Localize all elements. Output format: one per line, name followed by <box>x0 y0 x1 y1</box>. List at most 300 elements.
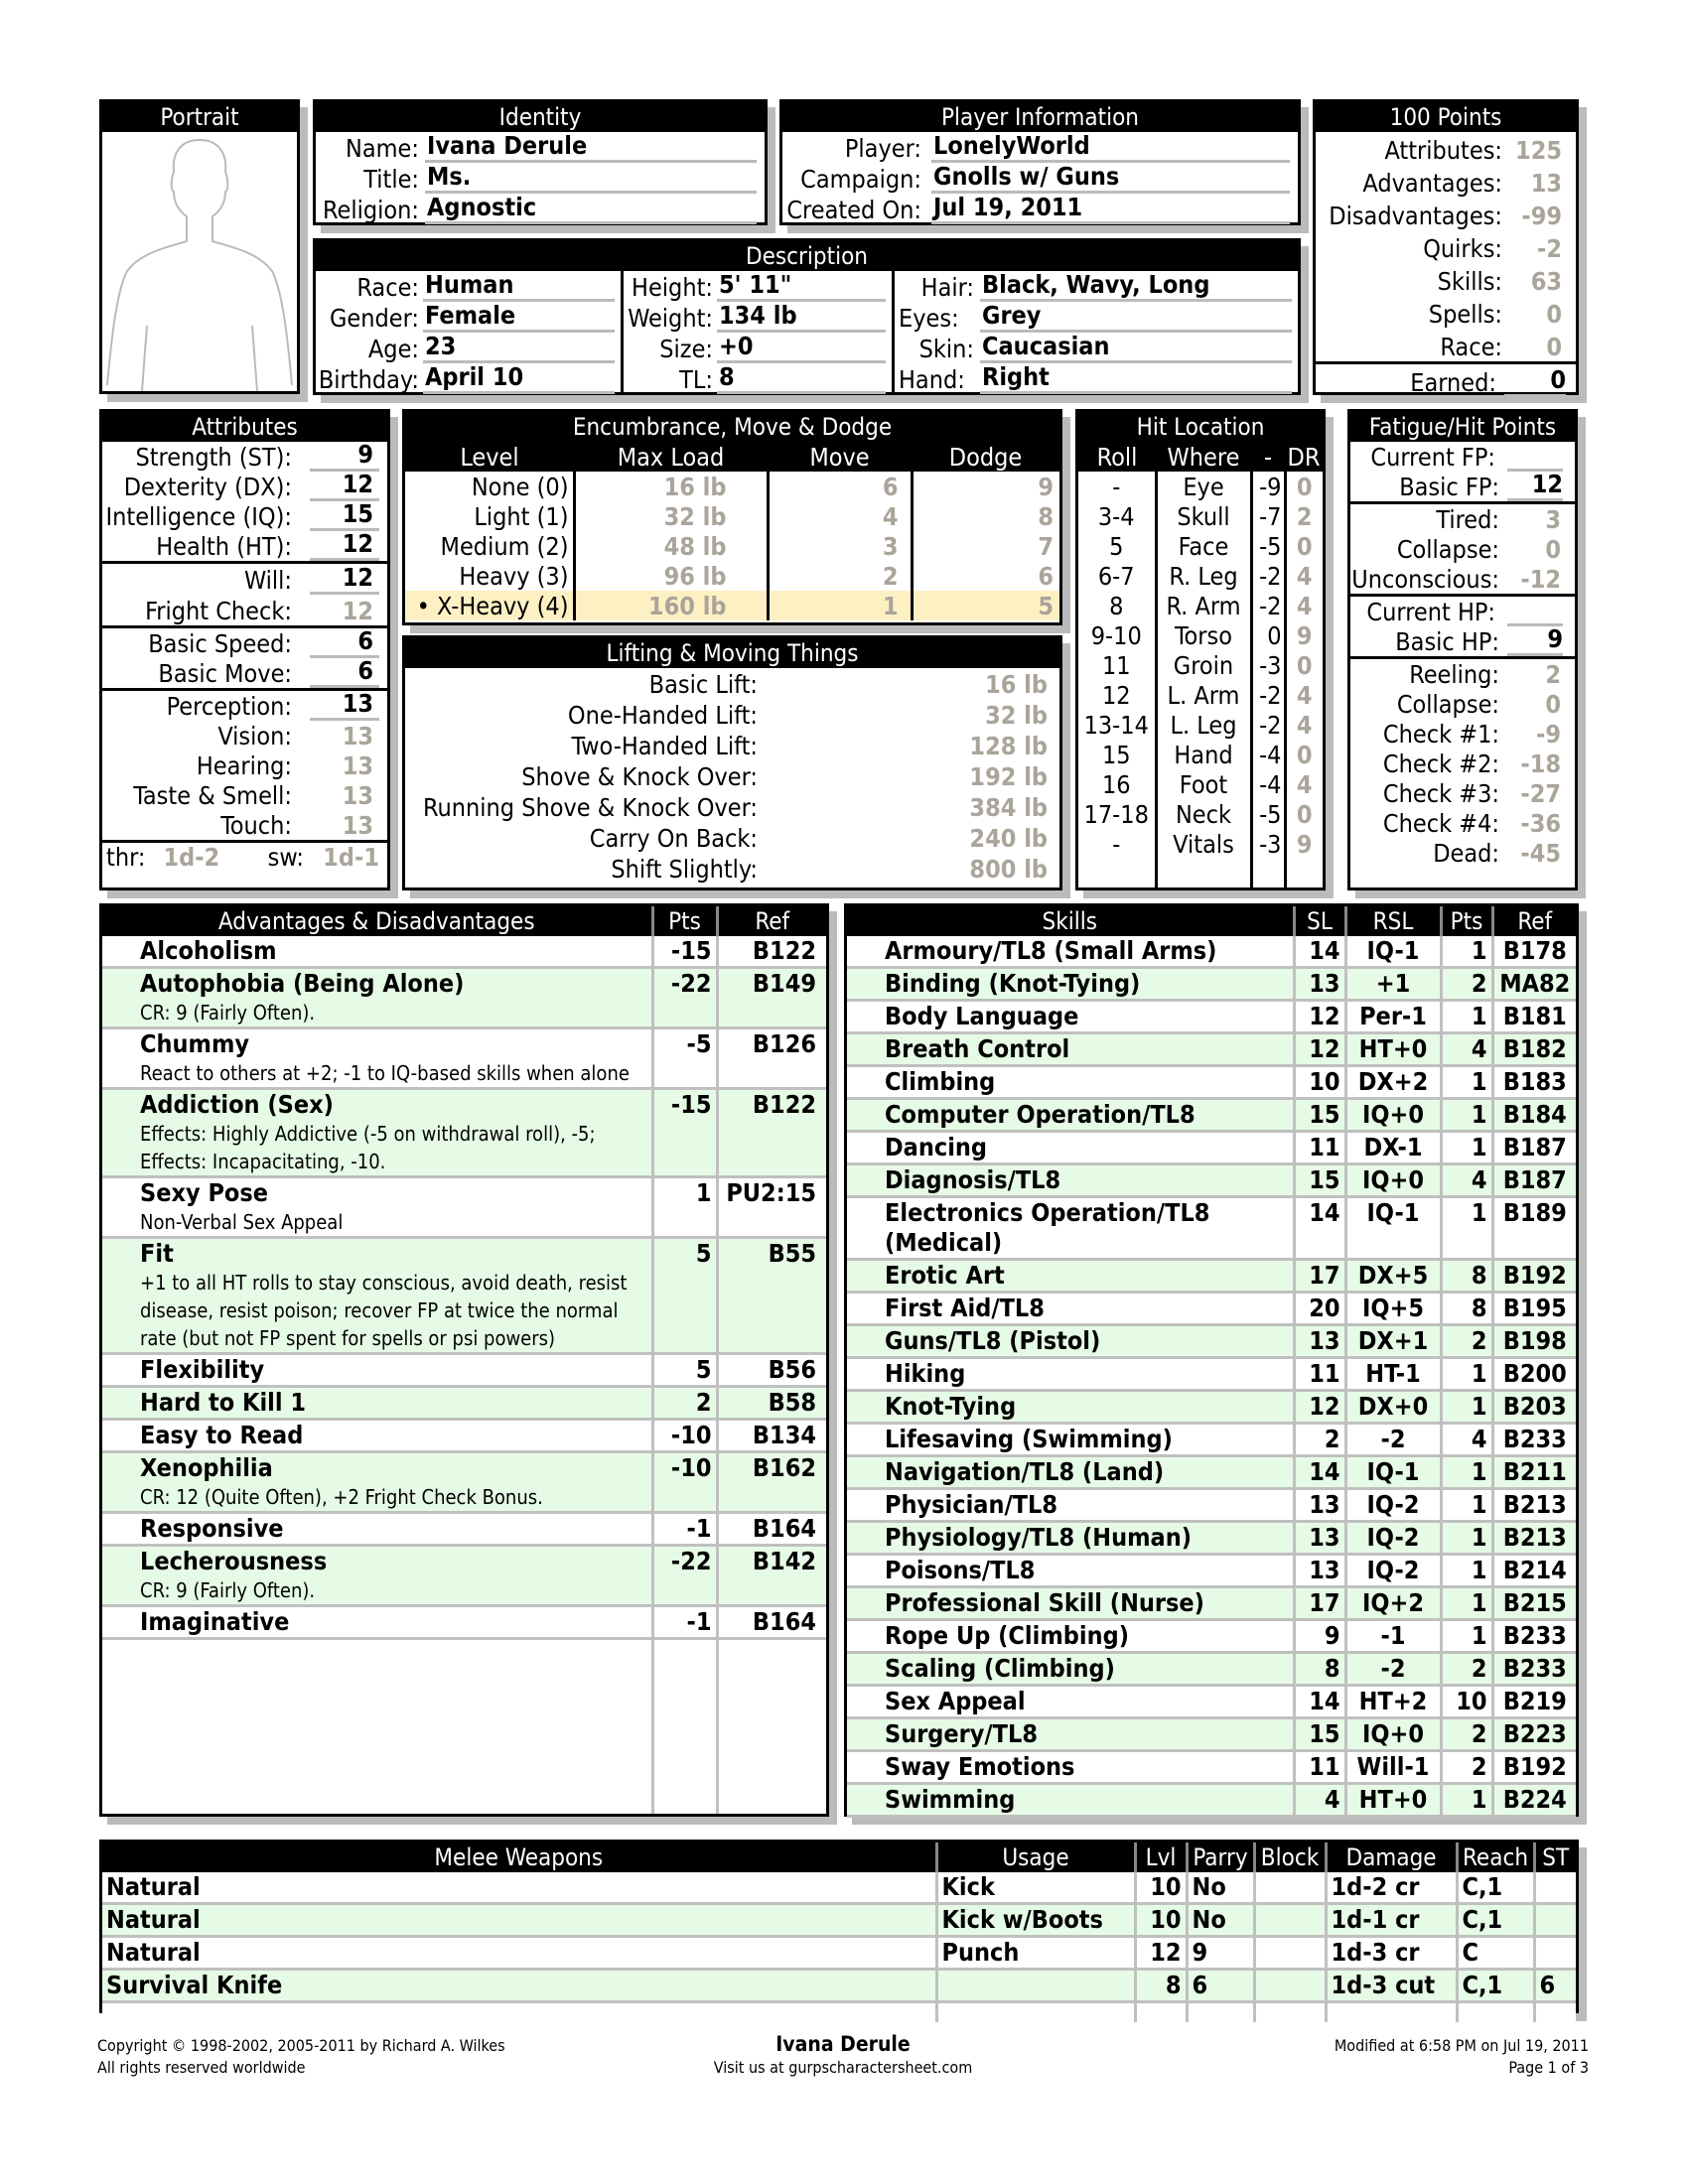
hand-field[interactable]: Right <box>980 363 1292 394</box>
vision-label: Vision: <box>217 722 292 751</box>
skill-name: Sex Appeal <box>847 1686 1294 1718</box>
weapon-block <box>1254 1904 1326 1937</box>
advantage-name-cell <box>102 936 652 968</box>
hit-where: Torso <box>1156 620 1251 650</box>
weapon-damage: 1d-2 cr <box>1326 1872 1457 1904</box>
hit-where: Vitals <box>1156 829 1251 859</box>
skill-name: Sway Emotions <box>847 1751 1294 1784</box>
points-skills-value: 63 <box>1530 267 1562 296</box>
hit-location-filler <box>1078 859 1323 887</box>
melee-weapon-row[interactable] <box>102 1970 1576 2002</box>
lifting-value: 192 lb <box>969 762 1048 791</box>
skill-relative-level: IQ-2 <box>1345 1489 1441 1522</box>
portrait-silhouette-icon[interactable] <box>102 132 297 391</box>
perception-field[interactable]: 13 <box>310 690 379 721</box>
skill-name: Binding (Knot-Tying) <box>847 968 1294 1001</box>
advantages-panel <box>99 903 829 1817</box>
name-field[interactable]: Ivana Derule <box>425 132 757 163</box>
hp-threshold-label: Reeling: <box>1409 660 1499 689</box>
hit-roll: - <box>1078 829 1156 859</box>
enc-move: 1 <box>768 591 912 620</box>
lifting-row <box>405 791 1048 822</box>
skill-level: 10 <box>1294 1066 1345 1099</box>
description-header: Description <box>316 241 1298 271</box>
skill-row[interactable] <box>847 1555 1576 1587</box>
advantage-ref: B126 <box>717 1028 826 1089</box>
hit-col-dr: DR <box>1287 442 1321 472</box>
skill-level: 12 <box>1294 1001 1345 1033</box>
enc-max-load: 160 lb <box>574 591 768 620</box>
skill-level: 13 <box>1294 968 1345 1001</box>
hit-penalty: 0 <box>1251 620 1285 650</box>
skill-relative-level: IQ-2 <box>1345 1522 1441 1555</box>
skill-row[interactable] <box>847 1066 1576 1099</box>
intelligence-label: Intelligence (IQ): <box>105 502 292 531</box>
skill-name: Navigation/TL8 (Land) <box>847 1456 1294 1489</box>
advantage-row[interactable] <box>102 1354 826 1387</box>
skill-name: Lifesaving (Swimming) <box>847 1424 1294 1456</box>
hit-penalty: -5 <box>1251 531 1285 561</box>
basic-fp-field[interactable]: 12 <box>1507 471 1563 501</box>
lifting-value: 240 lb <box>969 824 1048 853</box>
health-field[interactable]: 12 <box>310 530 379 561</box>
advantage-name: Alcoholism <box>140 936 277 965</box>
weapon-st <box>1534 1872 1576 1904</box>
advantage-row[interactable] <box>102 1420 826 1452</box>
hit-where: Eye <box>1156 472 1251 501</box>
advantage-ref: B142 <box>717 1546 826 1606</box>
skill-level: 15 <box>1294 1718 1345 1751</box>
gender-field[interactable]: Female <box>423 302 615 333</box>
weapon-name: Natural <box>102 1904 936 1937</box>
hit-dr: 9 <box>1296 620 1313 650</box>
lifting-row <box>405 668 1048 699</box>
skill-row[interactable] <box>847 1456 1576 1489</box>
touch-value: 13 <box>342 811 373 840</box>
skill-points: 1 <box>1441 1522 1492 1555</box>
player-label: Player: <box>844 134 921 163</box>
hit-dr: 9 <box>1296 829 1313 859</box>
advantage-ref: B58 <box>717 1387 826 1420</box>
intelligence-field[interactable]: 15 <box>310 500 379 531</box>
hair-field[interactable]: Black, Wavy, Long <box>980 271 1292 302</box>
weapon-level: 10 <box>1135 1872 1187 1904</box>
melee-weapon-row[interactable] <box>102 1937 1576 1970</box>
skill-ref: B213 <box>1492 1489 1576 1522</box>
lifting-header: Lifting & Moving Things <box>405 638 1059 668</box>
adv-col-pts: Pts <box>652 906 717 936</box>
skill-name: Dancing <box>847 1132 1294 1164</box>
hp-threshold-label: Check #2: <box>1382 750 1499 778</box>
hp-threshold-label: Check #4: <box>1382 809 1499 838</box>
skill-row[interactable] <box>847 1522 1576 1555</box>
advantage-points: -10 <box>652 1452 717 1513</box>
fp-threshold <box>1350 534 1561 564</box>
footer-website-link[interactable]: Visit us at gurpscharactersheet.com <box>713 2058 973 2077</box>
skill-points: 1 <box>1441 936 1492 968</box>
hit-location-row <box>1078 472 1323 501</box>
hit-dr: 0 <box>1296 799 1313 829</box>
advantage-name: Chummy <box>140 1029 250 1058</box>
skill-points: 1 <box>1441 1456 1492 1489</box>
advantage-name: Imaginative <box>140 1607 290 1636</box>
will-label: Will: <box>243 566 292 595</box>
advantage-name-cell <box>102 968 652 1028</box>
skill-relative-level: IQ+0 <box>1345 1164 1441 1197</box>
weapon-damage: 1d-3 cr <box>1326 1937 1457 1970</box>
hit-location-panel <box>1075 409 1326 890</box>
advantage-name-cell <box>102 1387 652 1420</box>
gender-label: Gender: <box>329 304 419 333</box>
hp-threshold-value: -36 <box>1520 809 1561 838</box>
skill-points: 1 <box>1441 1555 1492 1587</box>
weapon-level: 10 <box>1135 1904 1187 1937</box>
encumbrance-panel <box>402 409 1062 625</box>
basic-move-field[interactable]: 6 <box>310 657 379 688</box>
basic-fp-label: Basic FP: <box>1399 473 1499 501</box>
hit-roll: 13-14 <box>1078 710 1156 740</box>
identity-header: Identity <box>316 102 765 132</box>
dexterity-field[interactable]: 12 <box>310 471 379 501</box>
advantage-name-cell <box>102 1420 652 1452</box>
skill-row[interactable] <box>847 1784 1576 1817</box>
title-field[interactable]: Ms. <box>425 163 757 194</box>
skill-row[interactable] <box>847 1293 1576 1325</box>
skill-relative-level: Will-1 <box>1345 1751 1441 1784</box>
skill-ref: B198 <box>1492 1325 1576 1358</box>
skill-points: 1 <box>1441 1391 1492 1424</box>
will-field[interactable]: 12 <box>310 564 379 595</box>
points-advantages-label: Advantages: <box>1362 169 1502 198</box>
hit-penalty: -2 <box>1251 680 1285 710</box>
skill-ref: B187 <box>1492 1164 1576 1197</box>
advantage-ref: B134 <box>717 1420 826 1452</box>
fp-threshold-label: Collapse: <box>1396 535 1499 564</box>
current-hp-field[interactable] <box>1507 599 1563 626</box>
skill-points: 2 <box>1441 1325 1492 1358</box>
lifting-label: Shift Slightly: <box>611 855 758 884</box>
portrait-panel <box>99 99 300 394</box>
points-quirks-label: Quirks: <box>1423 234 1502 263</box>
weight-field[interactable]: 134 lb <box>717 302 886 333</box>
advantage-name: Hard to Kill 1 <box>140 1388 307 1417</box>
skill-points: 1 <box>1441 1066 1492 1099</box>
hit-penalty: -7 <box>1251 501 1285 531</box>
religion-field[interactable]: Agnostic <box>425 194 757 224</box>
hit-roll: 5 <box>1078 531 1156 561</box>
skill-row[interactable] <box>847 1653 1576 1686</box>
skill-level: 14 <box>1294 1456 1345 1489</box>
skill-relative-level: DX+2 <box>1345 1066 1441 1099</box>
hit-roll: 3-4 <box>1078 501 1156 531</box>
hit-roll: 11 <box>1078 650 1156 680</box>
hit-where: R. Arm <box>1156 591 1251 620</box>
race-field[interactable]: Human <box>423 271 615 302</box>
perception-label: Perception: <box>166 692 292 721</box>
skill-points: 1 <box>1441 1489 1492 1522</box>
advantage-row[interactable] <box>102 1606 826 1639</box>
skill-name: Swimming <box>847 1784 1294 1817</box>
fp-threshold <box>1350 504 1561 534</box>
skill-points: 4 <box>1441 1164 1492 1197</box>
skill-row[interactable] <box>847 1587 1576 1620</box>
eyes-field[interactable]: Grey <box>980 302 1292 333</box>
size-field[interactable]: +0 <box>717 333 886 363</box>
encumbrance-row <box>405 561 1059 591</box>
fp-threshold-label: Tired: <box>1436 505 1499 534</box>
skill-level: 4 <box>1294 1784 1345 1817</box>
weapon-name: Natural <box>102 1937 936 1970</box>
lifting-row <box>405 853 1048 884</box>
advantage-row[interactable] <box>102 1177 826 1238</box>
advantage-ref: B122 <box>717 936 826 968</box>
created-on-field[interactable]: Jul 19, 2011 <box>931 194 1290 224</box>
hit-dr: 4 <box>1296 710 1313 740</box>
hit-col-where: Where <box>1167 442 1240 472</box>
skill-relative-level: HT-1 <box>1345 1358 1441 1391</box>
skill-name: Body Language <box>847 1001 1294 1033</box>
skill-relative-level: DX-1 <box>1345 1132 1441 1164</box>
skill-row[interactable] <box>847 1424 1576 1456</box>
weapon-damage: 1d-3 cut <box>1326 1970 1457 2002</box>
footer-copyright: Copyright © 1998-2002, 2005-2011 by Richard A. Wilkes <box>97 2036 505 2055</box>
basic-hp-field[interactable]: 9 <box>1507 625 1563 656</box>
advantage-note: Non-Verbal Sex Appeal <box>140 1210 344 1234</box>
weapon-parry: No <box>1187 1872 1254 1904</box>
advantage-name: Lecherousness <box>140 1547 328 1575</box>
weapon-st: 6 <box>1534 1970 1576 2002</box>
skill-row[interactable] <box>847 1686 1576 1718</box>
advantage-points: 5 <box>652 1238 717 1354</box>
enc-dodge: 9 <box>1038 472 1054 501</box>
lifting-row <box>405 822 1048 853</box>
skill-row[interactable] <box>847 1099 1576 1132</box>
lifting-label: One-Handed Lift: <box>567 701 758 730</box>
skill-name: Professional Skill (Nurse) <box>847 1587 1294 1620</box>
enc-move: 4 <box>768 501 912 531</box>
skill-points: 8 <box>1441 1293 1492 1325</box>
skill-name: Armoury/TL8 (Small Arms) <box>847 936 1294 968</box>
skill-level: 20 <box>1294 1293 1345 1325</box>
advantage-points: -15 <box>652 936 717 968</box>
touch-label: Touch: <box>220 811 292 840</box>
skill-row[interactable] <box>847 1164 1576 1197</box>
lifting-value: 384 lb <box>969 793 1048 822</box>
hit-location-row <box>1078 501 1323 531</box>
advantage-name-cell <box>102 1606 652 1639</box>
points-header: 100 Points <box>1316 102 1576 132</box>
weapon-name: Survival Knife <box>102 1970 936 2002</box>
advantage-row[interactable] <box>102 1028 826 1089</box>
skill-row[interactable] <box>847 1033 1576 1066</box>
height-label: Height: <box>632 273 713 302</box>
hit-location-row <box>1078 561 1323 591</box>
skill-ref: B189 <box>1492 1197 1576 1260</box>
skill-row[interactable] <box>847 968 1576 1001</box>
advantage-ref: B164 <box>717 1606 826 1639</box>
attributes-panel <box>99 409 390 890</box>
skill-level: 2 <box>1294 1424 1345 1456</box>
height-field[interactable]: 5' 11" <box>717 271 886 302</box>
tl-field[interactable]: 8 <box>717 363 886 394</box>
hit-location-row <box>1078 680 1323 710</box>
campaign-label: Campaign: <box>800 165 921 194</box>
skill-row[interactable] <box>847 1620 1576 1653</box>
advantage-points: -22 <box>652 1546 717 1606</box>
age-field[interactable]: 23 <box>423 333 615 363</box>
skill-row[interactable] <box>847 1325 1576 1358</box>
skill-row[interactable] <box>847 1197 1576 1260</box>
skill-relative-level: IQ-1 <box>1345 1197 1441 1260</box>
skill-row[interactable] <box>847 1718 1576 1751</box>
skill-level: 15 <box>1294 1099 1345 1132</box>
hit-roll: 9-10 <box>1078 620 1156 650</box>
encumbrance-header: Encumbrance, Move & Dodge <box>405 412 1059 442</box>
strength-field[interactable]: 9 <box>310 441 379 472</box>
advantage-ref: B164 <box>717 1513 826 1546</box>
size-label: Size: <box>659 335 713 363</box>
hit-location-row <box>1078 591 1323 620</box>
skill-name: Scaling (Climbing) <box>847 1653 1294 1686</box>
skill-col-ref: Ref <box>1492 906 1576 936</box>
hit-where: R. Leg <box>1156 561 1251 591</box>
skill-points: 10 <box>1441 1686 1492 1718</box>
advantage-points: -22 <box>652 968 717 1028</box>
hp-threshold <box>1350 719 1561 749</box>
skill-ref: B214 <box>1492 1555 1576 1587</box>
strength-label: Strength (ST): <box>135 443 292 472</box>
hit-penalty: -2 <box>1251 561 1285 591</box>
current-fp-field[interactable] <box>1507 444 1563 472</box>
birthday-label: Birthday: <box>318 365 419 394</box>
skill-row[interactable] <box>847 936 1576 968</box>
weapon-name: Natural <box>102 1872 936 1904</box>
hit-penalty: -4 <box>1251 769 1285 799</box>
melee-col-usage: Usage <box>936 1843 1135 1872</box>
skill-points: 1 <box>1441 1001 1492 1033</box>
basic-speed-field[interactable]: 6 <box>310 627 379 658</box>
skill-row[interactable] <box>847 1358 1576 1391</box>
advantage-row[interactable] <box>102 1546 826 1606</box>
taste-smell-label: Taste & Smell: <box>133 781 292 810</box>
hit-penalty: -5 <box>1251 799 1285 829</box>
skill-relative-level: IQ+0 <box>1345 1718 1441 1751</box>
skill-row[interactable] <box>847 1489 1576 1522</box>
skill-name: First Aid/TL8 <box>847 1293 1294 1325</box>
skin-field[interactable]: Caucasian <box>980 333 1292 363</box>
skill-points: 1 <box>1441 1099 1492 1132</box>
advantage-row[interactable] <box>102 1513 826 1546</box>
advantage-name-cell <box>102 1452 652 1513</box>
campaign-field[interactable]: Gnolls w/ Guns <box>931 163 1290 194</box>
skill-ref: B178 <box>1492 936 1576 968</box>
advantage-points: 2 <box>652 1387 717 1420</box>
lifting-row <box>405 730 1048 760</box>
advantage-row[interactable] <box>102 1452 826 1513</box>
player-field[interactable]: LonelyWorld <box>931 132 1290 163</box>
skill-row[interactable] <box>847 1132 1576 1164</box>
hit-roll: 12 <box>1078 680 1156 710</box>
skill-points: 4 <box>1441 1033 1492 1066</box>
basic-hp-label: Basic HP: <box>1395 627 1499 656</box>
advantage-row[interactable] <box>102 968 826 1028</box>
age-label: Age: <box>367 335 419 363</box>
skill-level: 17 <box>1294 1260 1345 1293</box>
enc-max-load: 32 lb <box>574 501 768 531</box>
skill-points: 8 <box>1441 1260 1492 1293</box>
birthday-field[interactable]: April 10 <box>423 363 615 394</box>
weapon-parry: 6 <box>1187 1970 1254 2002</box>
skill-ref: B200 <box>1492 1358 1576 1391</box>
basic-move-label: Basic Move: <box>158 659 292 688</box>
weapon-block <box>1254 1970 1326 2002</box>
skill-row[interactable] <box>847 1751 1576 1784</box>
created-on-label: Created On: <box>786 196 921 224</box>
advantage-row[interactable] <box>102 1238 826 1354</box>
skill-name: Guns/TL8 (Pistol) <box>847 1325 1294 1358</box>
hit-dr: 4 <box>1296 591 1313 620</box>
skill-level: 15 <box>1294 1164 1345 1197</box>
skill-level: 17 <box>1294 1587 1345 1620</box>
hit-where: L. Leg <box>1156 710 1251 740</box>
advantage-points: -10 <box>652 1420 717 1452</box>
skill-level: 11 <box>1294 1751 1345 1784</box>
skill-level: 8 <box>1294 1653 1345 1686</box>
weapon-usage: Punch <box>936 1937 1135 1970</box>
skill-row[interactable] <box>847 1391 1576 1424</box>
melee-weapon-row[interactable] <box>102 1872 1576 1904</box>
points-earned-field[interactable]: 0 <box>1504 366 1566 397</box>
skill-level: 9 <box>1294 1620 1345 1653</box>
melee-weapon-row[interactable] <box>102 1904 1576 1937</box>
advantage-name: Xenophilia <box>140 1453 273 1482</box>
skill-ref: B183 <box>1492 1066 1576 1099</box>
melee-col-damage: Damage <box>1326 1843 1457 1872</box>
points-attributes-label: Attributes: <box>1384 136 1502 165</box>
lifting-label: Carry On Back: <box>589 824 758 853</box>
advantage-row[interactable] <box>102 1089 826 1177</box>
hp-threshold-value: 2 <box>1545 660 1561 689</box>
title-label: Title: <box>363 165 419 194</box>
advantage-row[interactable] <box>102 936 826 968</box>
skill-relative-level: HT+0 <box>1345 1784 1441 1817</box>
identity-panel <box>313 99 768 225</box>
skill-col-rsl: RSL <box>1345 906 1441 936</box>
current-fp-label: Current FP: <box>1370 443 1495 472</box>
lifting-value: 800 lb <box>969 855 1048 884</box>
advantage-ref: B56 <box>717 1354 826 1387</box>
skill-level: 11 <box>1294 1132 1345 1164</box>
advantage-row[interactable] <box>102 1387 826 1420</box>
footer-modified: Modified at 6:58 PM on Jul 19, 2011 <box>1334 2036 1589 2055</box>
skill-row[interactable] <box>847 1260 1576 1293</box>
skill-name: Poisons/TL8 <box>847 1555 1294 1587</box>
skill-name: Physician/TL8 <box>847 1489 1294 1522</box>
weapon-reach: C,1 <box>1457 1872 1534 1904</box>
skill-row[interactable] <box>847 1001 1576 1033</box>
lifting-label: Two-Handed Lift: <box>571 732 758 760</box>
hearing-value: 13 <box>342 751 373 780</box>
hp-threshold <box>1350 838 1561 868</box>
enc-level: Heavy (3) <box>405 561 574 591</box>
skill-name: Electronics Operation/TL8 (Medical) <box>847 1197 1294 1260</box>
hit-location-header: Hit Location <box>1078 412 1323 442</box>
advantage-name-cell <box>102 1177 652 1238</box>
hit-roll: 16 <box>1078 769 1156 799</box>
hp-threshold <box>1350 778 1561 808</box>
advantage-ref: B162 <box>717 1452 826 1513</box>
portrait-header: Portrait <box>102 102 297 132</box>
